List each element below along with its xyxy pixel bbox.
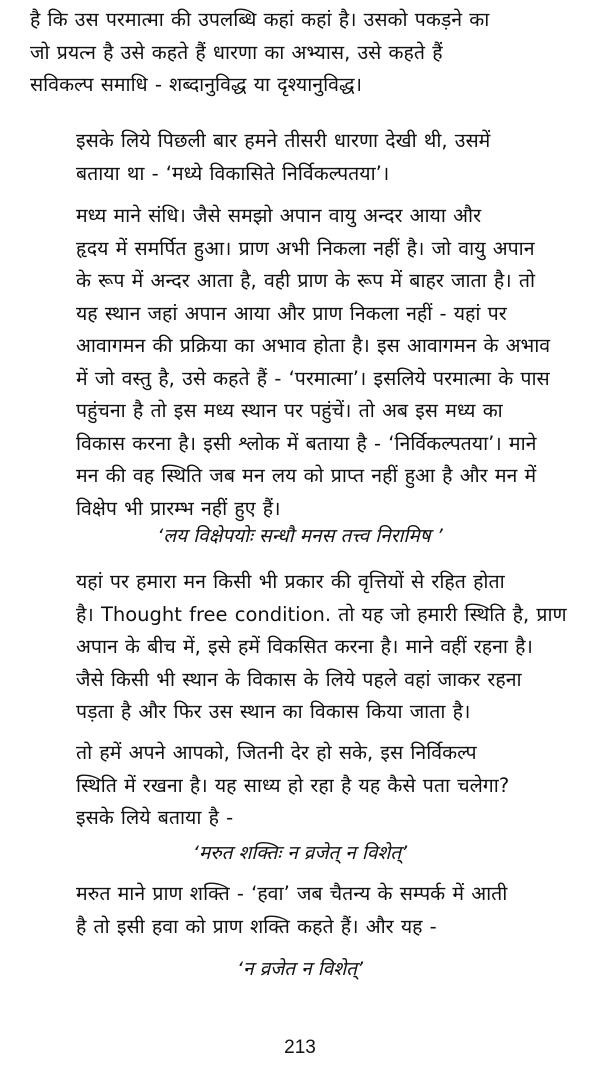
sanskrit-verse-3: ‘न व्रजेत न विशेत्’ bbox=[236, 958, 363, 980]
text-line: तो हमें अपने आपको, जितनी देर हो सके, इस निर्विकल्प bbox=[76, 741, 477, 764]
text-line: जैसे किसी भी स्थान के विकास के लिये पहले वहां जाकर रहना bbox=[76, 667, 522, 691]
text-line: मरुत माने प्राण शक्ति - ‘हवा’ जब चैतन्य के सम्पर्क में आती bbox=[76, 882, 508, 905]
paragraph-6 bbox=[30, 878, 582, 943]
text-line: यहां पर हमारा मन किसी भी प्रकार की वृत्तियों से रहित होता bbox=[76, 570, 505, 593]
text-line: पहुंचना है तो इस मध्य स्थान पर पहुंचें। तो अब इस मध्य का bbox=[76, 399, 503, 422]
text-line: आवागमन की प्रक्रिया का अभाव होता है। इस आवागमन के अभाव bbox=[76, 334, 551, 357]
text-line: विकास करना है। इसी श्लोक में बताया है - ‘निर्विकल्पतया’। माने bbox=[76, 431, 537, 455]
text-line: बताया था - ‘मध्ये विकासिते निर्विकल्पतया’। bbox=[76, 161, 390, 185]
text-line: है। Thought free condition. तो यह जो हमारी स्थिति है, प्राण bbox=[76, 602, 567, 626]
sanskrit-verse-2: ‘मरुत शक्तिः न व्रजेत् न विशेत्’ bbox=[192, 842, 408, 864]
text-line: पड़ता है और फिर उस स्थान का विकास किया जाता है। bbox=[76, 700, 471, 723]
text-line: इसके लिये पिछली बार हमने तीसरी धारणा देखी थी, उसमें bbox=[76, 129, 491, 152]
text-line: स्थिति में रखना है। यह साध्य हो रहा है यह कैसे पता चलेगा? bbox=[76, 773, 510, 797]
text-line: है कि उस परमात्मा की उपलब्धि कहां कहां है। उसको पकड़ने का bbox=[30, 8, 490, 31]
paragraph-3 bbox=[30, 200, 582, 525]
text-line: विक्षेप भी प्रारम्भ नहीं हुए हैं। bbox=[76, 496, 281, 520]
text-line: हृदय में समर्पित हुआ। प्राण अभी निकला नहीं है। जो वायु अपान bbox=[76, 236, 535, 260]
paragraph-1 bbox=[30, 4, 582, 102]
text-line: अपान के बीच में, इसे हमें विकसित करना है। माने वहीं रहना है। bbox=[76, 635, 533, 658]
text-line: मध्य माने संधि। जैसे समझो अपान वायु अन्दर आया और bbox=[76, 204, 482, 227]
paragraph-2 bbox=[30, 125, 582, 190]
text-line: इसके लिये बताया है - bbox=[76, 806, 234, 829]
text-line: जो प्रयत्न है उसे कहते हैं धारणा का अभ्यास, उसे कहते हैं bbox=[30, 40, 443, 64]
text-line: के रूप में अन्दर आता है, वही प्राण के रूप में बाहर जाता है। तो bbox=[76, 269, 536, 292]
paragraph-4 bbox=[30, 566, 582, 729]
text-line: में जो वस्तु है, उसे कहते हैं - ‘परमात्मा’। इसलिये परमात्मा के पास bbox=[76, 366, 550, 390]
sanskrit-verse-1: ‘लय विक्षेपयोः सन्धौ मनस तत्त्व निरामिष ’ bbox=[157, 525, 443, 547]
text-line: मन की वह स्थिति जब मन लय को प्राप्त नहीं हुआ है और मन में bbox=[76, 464, 537, 487]
text-line: यह स्थान जहां अपान आया और प्राण निकला नहीं - यहां पर bbox=[76, 301, 507, 325]
text-line: सविकल्प समाधि - शब्दानुविद्ध या दृश्यानुविद्ध। bbox=[30, 73, 362, 96]
text-line: है तो इसी हवा को प्राण शक्ति कहते हैं। और यह - bbox=[76, 914, 437, 938]
paragraph-5 bbox=[30, 737, 582, 835]
page-number: 213 bbox=[284, 1037, 316, 1058]
